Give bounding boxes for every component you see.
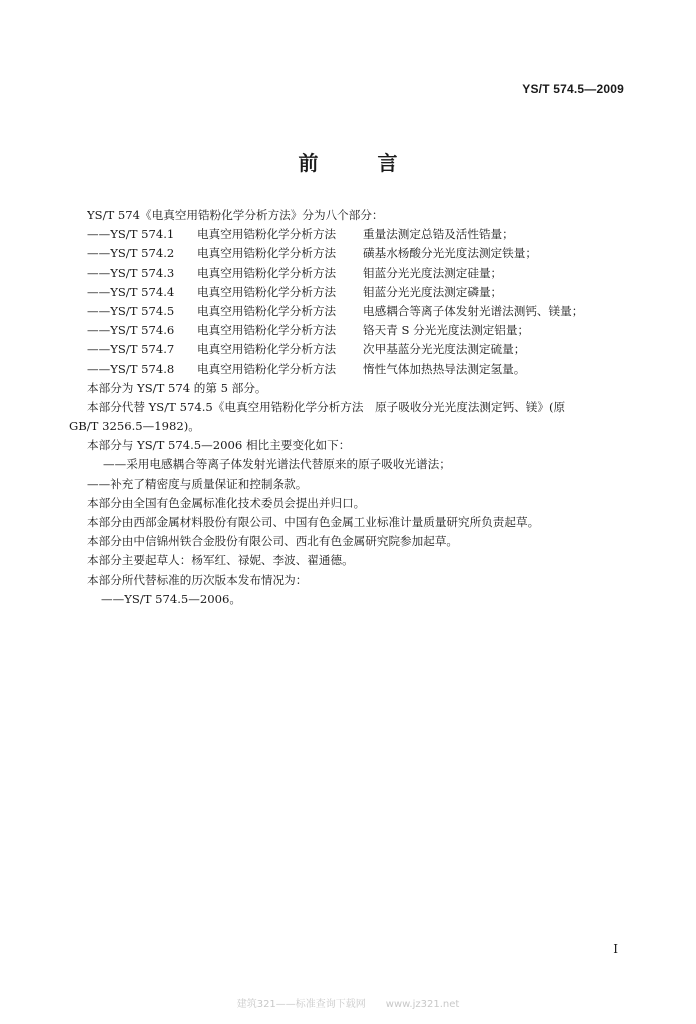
part-method: 钼蓝分光光度法测定硅量；	[363, 265, 503, 280]
part-series: 电真空用锆粉化学分析方法	[197, 361, 337, 376]
page-number: I	[613, 942, 618, 956]
part-code: ——YS/T 574.1	[87, 227, 175, 242]
paragraph-replaces-cont: GB/T 3256.5—1982)。	[69, 419, 200, 434]
part-item	[87, 264, 635, 283]
intro-line: YS/T 574《电真空用锆粉化学分析方法》分为八个部分：	[87, 208, 384, 222]
history-item: ——YS/T 574.5—2006。	[101, 591, 241, 606]
page-title: 前 言	[298, 151, 424, 175]
part-method: 钼蓝分光光度法测定磷量；	[363, 284, 503, 299]
paragraph-replaces: 本部分代替 YS/T 574.5《电真空用锆粉化学分析方法 原子吸收分光光度法测定钙、镁》(原	[87, 399, 566, 414]
part-code: ——YS/T 574.8	[87, 361, 175, 376]
part-code: ——YS/T 574.4	[87, 284, 175, 299]
change-item-1: ——采用电感耦合等离子体发射光谱法代替原来的原子吸收光谱法；	[103, 457, 451, 472]
part-method: 磺基水杨酸分光光度法测定铁量；	[363, 246, 537, 261]
part-series: 电真空用锆粉化学分析方法	[197, 323, 337, 338]
part-series: 电真空用锆粉化学分析方法	[197, 284, 337, 299]
part-item	[87, 302, 635, 321]
document-body	[69, 206, 635, 609]
part-method: 惰性气体加热热导法测定氢量。	[363, 361, 526, 376]
part-series: 电真空用锆粉化学分析方法	[197, 265, 337, 280]
paragraph-part-number: 本部分为 YS/T 574 的第 5 部分。	[87, 380, 267, 395]
parts-list	[87, 225, 635, 379]
part-code: ——YS/T 574.6	[87, 323, 175, 338]
part-code: ——YS/T 574.5	[87, 303, 175, 318]
part-method: 重量法测定总锆及活性锆量；	[363, 227, 514, 242]
part-item	[87, 244, 635, 263]
paragraph-authors: 本部分主要起草人：杨军红、禄妮、李波、翟通德。	[87, 553, 354, 568]
part-method: 电感耦合等离子体发射光谱法测钙、镁量；	[363, 303, 584, 318]
part-code: ——YS/T 574.3	[87, 265, 175, 280]
part-series: 电真空用锆粉化学分析方法	[197, 342, 337, 357]
paragraph-participants: 本部分由中信锦州铁合金股份有限公司、西北有色金属研究院参加起草。	[87, 534, 459, 549]
part-method: 铬天青 S 分光光度法测定铝量；	[363, 323, 530, 338]
part-series: 电真空用锆粉化学分析方法	[197, 227, 337, 242]
change-item-2: ——补充了精密度与质量保证和控制条款。	[87, 476, 308, 491]
part-code: ——YS/T 574.2	[87, 246, 175, 261]
part-method: 次甲基蓝分光光度法测定硫量；	[363, 342, 526, 357]
part-code: ——YS/T 574.7	[87, 342, 175, 357]
part-item	[87, 340, 635, 359]
part-item	[87, 321, 635, 340]
part-item	[87, 283, 635, 302]
part-item	[87, 360, 635, 379]
paragraph-drafter: 本部分由西部金属材料股份有限公司、中国有色金属工业标准计量质量研究所负责起草。	[87, 515, 540, 529]
standard-code: YS/T 574.5—2009	[522, 82, 624, 96]
paragraph-history-intro: 本部分所代替标准的历次版本发布情况为：	[87, 572, 308, 587]
paragraph-proposer: 本部分由全国有色金属标准化技术委员会提出并归口。	[87, 495, 366, 510]
part-series: 电真空用锆粉化学分析方法	[197, 246, 337, 261]
part-series: 电真空用锆粉化学分析方法	[197, 303, 337, 318]
paragraph-changes-intro: 本部分与 YS/T 574.5—2006 相比主要变化如下：	[87, 438, 351, 453]
part-item	[87, 225, 635, 244]
watermark-text: 建筑321——标准查询下载网 www.jz321.net	[236, 999, 460, 1010]
